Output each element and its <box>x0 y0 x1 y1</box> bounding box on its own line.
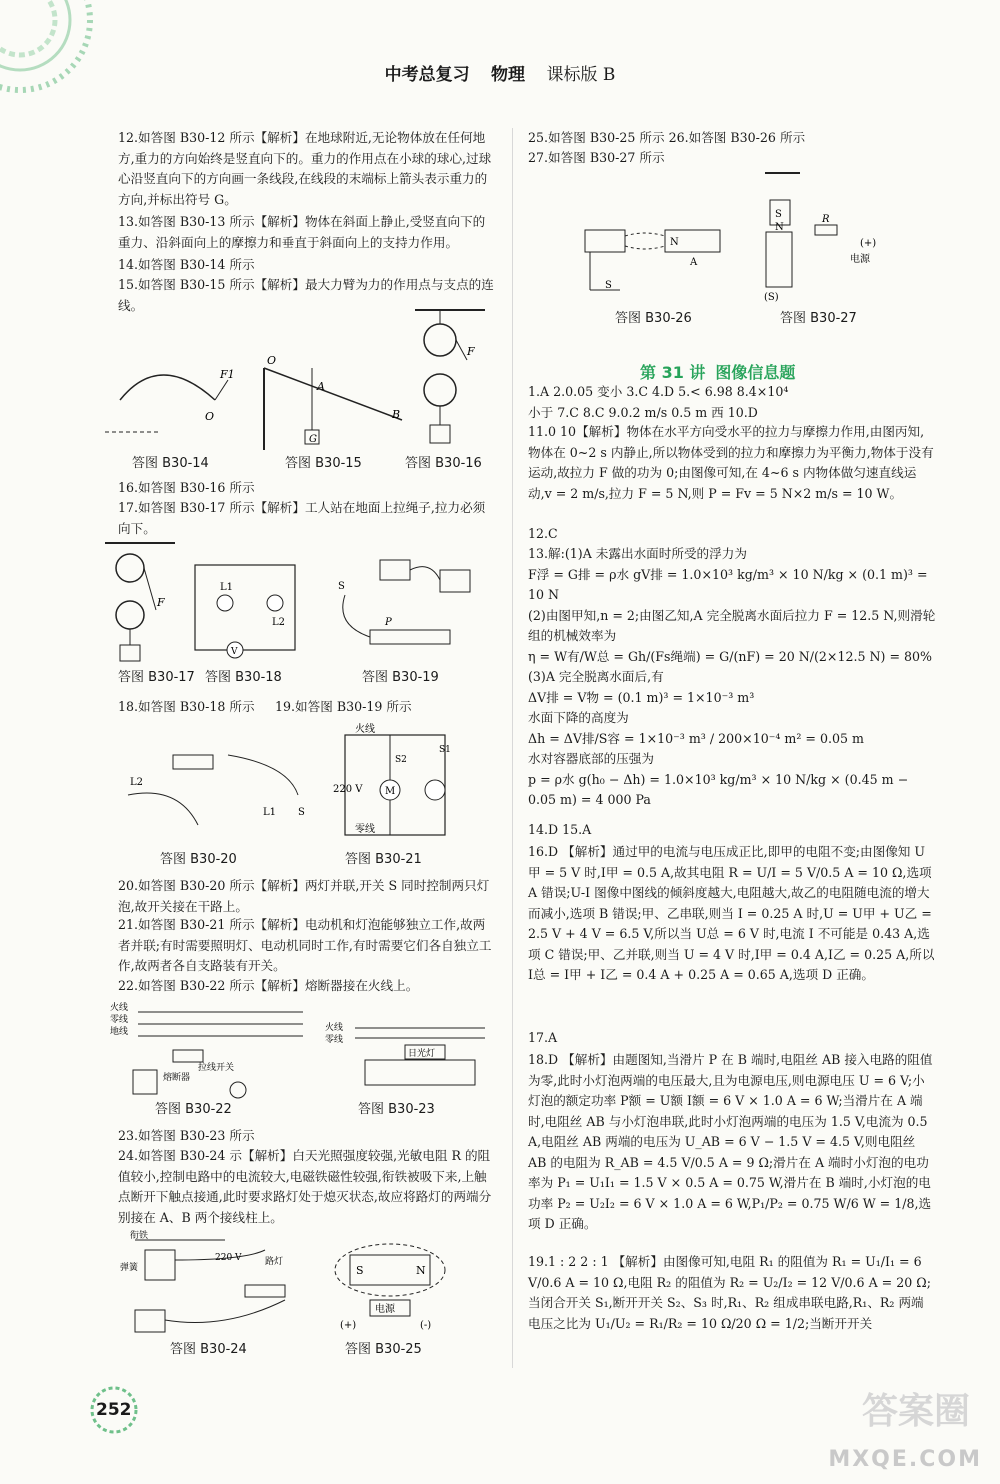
watermark: MXQE.COM <box>828 1447 982 1472</box>
fig19-label-s: S <box>338 581 345 592</box>
figure-b30-16 <box>405 305 495 450</box>
caption-b30-23: 答图 B30-23 <box>358 1102 435 1117</box>
answer-23: 23.如答图 B30-23 所示 <box>118 1128 255 1143</box>
figure-b30-25 <box>330 1240 450 1330</box>
caption-b30-26: 答图 B30-26 <box>615 311 692 326</box>
caption-b30-25: 答图 B30-25 <box>345 1342 422 1357</box>
watermark-logo: 答案圈 <box>861 1391 970 1432</box>
answers-line2: 小于 7.C 8.C 9.0.2 m/s 0.5 m 西 10.D <box>528 404 758 420</box>
answer-r17: 17.A <box>528 1030 558 1045</box>
section-number: 第 31 讲 <box>640 363 706 382</box>
fig14-label-o: O <box>205 410 215 423</box>
figure-b30-27 <box>760 170 900 305</box>
fig15-label-g: G <box>309 434 317 445</box>
answer-13: 13.如答图 B30-13 所示【解析】物体在斜面上静止,受竖直向下的重力、沿斜面向上的摩擦力和垂直于斜面向上的支持力作用。 <box>118 214 486 250</box>
answer-r16: 16.D 【解析】通过甲的电流与电压成正比,即甲的电阻不变;由图像知 U甲 = 5 V 时,I甲 = 0.5 A,故其电阻 R = U/I = 5 V/0.5 A = 10 Ω,选项 A 错误;U-I 图像中图线的倾斜度越大,电阻越大,故乙的电阻随电流的增大而减小,选项 B 错误;甲、乙串联,则当 I = 0.25 A 时,U = U甲 + U乙 = 2.5 V + 4 V = 6.5 V,所以当 U总 = 6 V 时,电流 I 不可能是 0.43 A,选项 C 错误;甲、乙并联,则当 U = 4 V 时,I甲 = 0.4 A,I乙 = 0.25 A,所以 I总 = I甲 + I乙 = 0.4 A + 0.25 A = 0.65 A,选项 D 正确。 <box>528 844 935 982</box>
fig15-label-b: B <box>392 408 401 421</box>
figure-b30-23 <box>325 1020 490 1095</box>
fig27-label-sb: (S) <box>764 292 779 303</box>
fig22-label-ground: 地线 <box>110 1027 129 1037</box>
caption-b30-18: 答图 B30-18 <box>205 670 282 685</box>
fig20-label-l1: L1 <box>263 807 277 818</box>
caption-b30-16: 答图 B30-16 <box>405 456 482 471</box>
fig21-label-zero: 零线 <box>355 824 375 835</box>
answers-1-10 <box>528 382 936 423</box>
fig22-label-fuse: 熔断器 <box>163 1073 191 1083</box>
fig23-label-zero: 零线 <box>325 1035 344 1045</box>
fig17-label-f: F <box>157 596 165 609</box>
fig22-label-pull: 拉线开关 <box>198 1063 235 1073</box>
section-title: 图像信息题 <box>715 363 796 382</box>
fig21-label-s1: S1 <box>439 745 451 755</box>
answers-line1: 1.A 2.0.05 变小 3.C 4.D 5.< 6.98 8.4×10⁴ <box>528 384 789 399</box>
figure-b30-18 <box>190 555 300 660</box>
fig24-label-spring: 弹簧 <box>120 1263 139 1273</box>
fig24-label-road: 路灯 <box>265 1257 284 1267</box>
answer-r13: 13.解:(1)A 未露出水面时所受的浮力为 F浮 = G排 = ρ水 gV排 = 1.0×10³ kg/m³ × 10 N/kg × (0.1 m)³ = 10 N (2)由图甲知,n = 2;由图乙知,A 完全脱离水面后拉力 F = 12.5 N,则滑轮组的机械效率为 η = W有/W总 = Gh/(Fs绳端) = G/(nF) = 20 N/(2×12.5 N) = 80% (3)A 完全脱离水面后,有 ΔV排 = V物 = (0.1 m)³ = 1×10⁻³ m³ 水面下降的高度为 Δh = ΔV排/S容 = 1×10⁻³ m³ / 200×10⁻⁴ m² = 0.05 m 水对容器底部的压强为 p = ρ水 g(h₀ − Δh) = 1.0×10³ kg/m³ × 10 N/kg × (0.45 m − 0.05 m) = 4 000 Pa <box>528 546 936 807</box>
fig27-label-r: R <box>822 214 830 225</box>
fig20-label-s: S <box>298 807 305 818</box>
caption-b30-24: 答图 B30-24 <box>170 1342 247 1357</box>
fig22-label-fire: 火线 <box>110 1003 129 1013</box>
fig23-label-lamp: 日光灯 <box>408 1049 436 1059</box>
answer-r18: 18.D 【解析】由题图知,当滑片 P 在 B 端时,电阻丝 AB 接入电路的阻值为零,此时小灯泡两端的电压最大,且为电源电压,则电源电压 U = 6 V;小灯泡的额定功率 P额 = U额 I额 = 6 V × 1.0 A = 6 W;当滑片在 A 端时,电阻丝 AB 与小灯泡串联,此时小灯泡两端的电压为 1.5 V,电流为 0.5 A,电阻丝 AB 两端的电压为 U_AB = 6 V − 1.5 V = 4.5 V,则电阻丝 AB 的电阻为 R_AB = 4.5 V/0.5 A = 9 Ω;滑片在 A 端时小灯泡的电功率为 P₁ = U₁I₁ = 1.5 V × 0.5 A = 0.75 W,滑片在 B 端时,小灯泡的电功率 P₂ = U₂I₂ = 6 V × 1.0 A = 6 W,P₁/P₂ = 0.75 W/6 W = 1/8,选项 D 正确。 <box>528 1052 933 1231</box>
answer-r11: 11.0 10【解析】物体在水平方向受水平的拉力与摩擦力作用,由图丙知,物体在 0~2 s 内静止,所以物体受到的拉力和摩擦力为平衡力,物体于没有运动,故拉力 F 做的功为 0;由图像可知,在 4~6 s 内物体做匀速直线运动,v = 2 m/s,拉力 F = 5 N,则 P = Fv = 5 N×2 m/s = 10 W。 <box>528 424 934 501</box>
answer-24: 24.如答图 B30-24 示【解析】白天光照强度较强,光敏电阻 R 的阻值较小,控制电路中的电流较大,电磁铁磁性较强,衔铁被吸下来,上触点断开下触点接通,此时要求路灯处于熄灭状态,故应将路灯的两端分别接在 A、B 两个接线柱上。 <box>118 1148 492 1225</box>
caption-b30-19: 答图 B30-19 <box>362 670 439 685</box>
fig25-label-source: 电源 <box>375 1304 395 1315</box>
figure-b30-19 <box>330 555 490 660</box>
fig24-label-iron: 衔铁 <box>130 1231 149 1241</box>
answer-17: 17.如答图 B30-17 所示【解析】工人站在地面上拉绳子,拉力必须向下。 <box>118 500 486 536</box>
fig26-label-a: A <box>690 257 698 268</box>
fig23-label-fire: 火线 <box>325 1023 344 1033</box>
answer-22: 22.如答图 B30-22 所示【解析】熔断器接在火线上。 <box>118 978 419 993</box>
caption-b30-15: 答图 B30-15 <box>285 456 362 471</box>
fig22-label-zero: 零线 <box>110 1015 129 1025</box>
fig21-label-fire: 火线 <box>355 724 375 735</box>
fig15-label-a: A <box>317 380 325 393</box>
caption-b30-20: 答图 B30-20 <box>160 852 237 867</box>
figure-b30-26 <box>580 210 730 300</box>
fig18-label-l2: L2 <box>272 617 286 628</box>
fig18-label-v: V <box>231 647 238 657</box>
fig27-label-source: 电源 <box>850 254 870 265</box>
section-heading <box>640 360 795 383</box>
answer-r19: 19.1 : 2 2 : 1 【解析】由图像可知,电阻 R₁ 的阻值为 R₁ = U₁/I₁ = 6 V/0.6 A = 10 Ω,电阻 R₂ 的阻值为 R₂ = U₂/I₂ = 12 V/0.6 A = 20 Ω;当闭合开关 S₁,断开开关 S₂、S₃ 时,R₁、R₂ 组成串联电路,R₁、R₂ 两端电压之比为 U₁/U₂ = R₁/R₂ = 10 Ω/20 Ω = 1/2;当断开开关 <box>528 1254 931 1331</box>
fig27-label-s: S <box>775 209 782 220</box>
fig25-label-s: S <box>356 1264 364 1277</box>
figure-b30-20 <box>118 745 318 840</box>
answer-15: 15.如答图 B30-15 所示【解析】最大力臂为力的作用点与支点的连线。 <box>118 277 494 313</box>
page-number: 252 <box>96 1400 132 1420</box>
fig18-label-l1: L1 <box>220 582 234 593</box>
column-divider <box>512 128 513 1368</box>
fig25-label-minus: (-) <box>420 1320 432 1331</box>
answer-r12: 12.C <box>528 526 558 541</box>
answer-21: 21.如答图 B30-21 所示【解析】电动机和灯泡能够独立工作,故两者并联;有时需要照明灯、电动机同时工作,有时需要它们各自独立工作,故两者各自支路装有开关。 <box>118 917 492 973</box>
figure-b30-14 <box>100 340 250 450</box>
caption-b30-14: 答图 B30-14 <box>132 456 209 471</box>
fig27-label-n: N <box>775 222 784 233</box>
answer-25-26: 25.如答图 B30-25 所示 26.如答图 B30-26 所示 <box>528 130 806 145</box>
figure-b30-15 <box>262 340 412 450</box>
fig15-label-o: O <box>267 354 277 367</box>
header-book: 中考总复习 <box>384 65 470 85</box>
fig21-label-m: M <box>385 786 396 797</box>
figure-b30-21 <box>335 720 455 840</box>
answer-12: 12.如答图 B30-12 所示【解析】在地球附近,无论物体放在任何地方,重力的方向始终是竖直向下的。重力的作用点在小球的球心,过球心沿竖直向下的方向画一条线段,在线段的末端标上箭头表示重力的方向,并标出符号 G。 <box>118 130 492 207</box>
fig14-label-f1: F1 <box>220 368 235 381</box>
figure-b30-22 <box>110 1000 308 1110</box>
fig27-label-plus: (+) <box>860 238 877 249</box>
fig19-label-p: P <box>385 617 392 628</box>
answer-27: 27.如答图 B30-27 所示 <box>528 150 665 165</box>
corner-decoration <box>0 0 140 110</box>
answer-r14-15: 14.D 15.A <box>528 822 592 837</box>
caption-b30-22: 答图 B30-22 <box>155 1102 232 1117</box>
answer-14: 14.如答图 B30-14 所示 <box>118 257 255 272</box>
answer-16: 16.如答图 B30-16 所示 <box>118 480 255 495</box>
page-header <box>0 60 1000 85</box>
fig20-label-l2: L2 <box>130 777 144 788</box>
caption-b30-21: 答图 B30-21 <box>345 852 422 867</box>
figure-b30-17 <box>100 540 190 665</box>
answer-19: 19.如答图 B30-19 所示 <box>275 699 412 714</box>
answer-20: 20.如答图 B30-20 所示【解析】两灯并联,开关 S 同时控制两只灯泡,故开关接在干路上。 <box>118 878 490 914</box>
fig26-label-s: S <box>605 280 612 291</box>
fig25-label-n: N <box>416 1264 426 1277</box>
header-subject: 物理 <box>491 65 526 85</box>
fig25-label-plus: (+) <box>340 1320 357 1331</box>
fig16-label-f: F <box>467 345 475 358</box>
fig21-label-s2: S2 <box>395 755 407 765</box>
header-edition: 课标版 B <box>546 65 616 85</box>
figure-b30-24 <box>120 1230 310 1340</box>
answer-18: 18.如答图 B30-18 所示 <box>118 699 255 714</box>
fig21-label-220v: 220 V <box>333 784 363 795</box>
fig26-label-n: N <box>670 237 679 248</box>
fig24-label-220v: 220 V <box>215 1253 242 1263</box>
caption-b30-27: 答图 B30-27 <box>780 311 857 326</box>
caption-b30-17: 答图 B30-17 <box>118 670 195 685</box>
